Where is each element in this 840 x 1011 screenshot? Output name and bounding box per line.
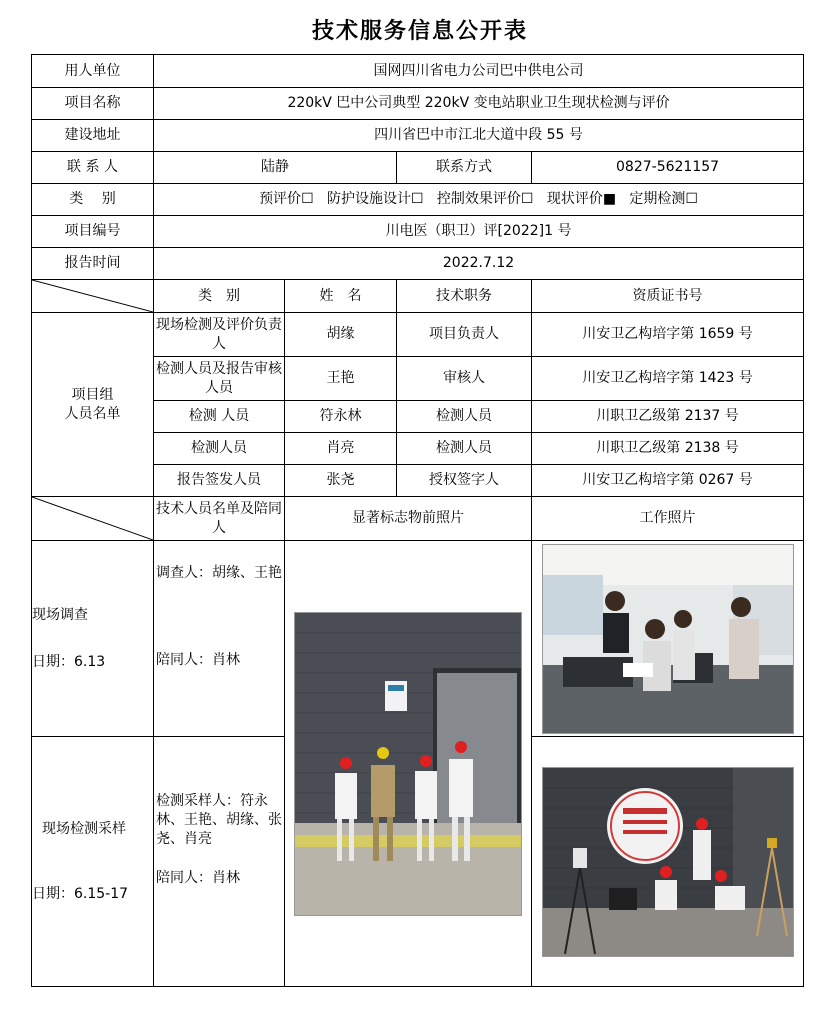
- work-photo-cell-2: [532, 737, 804, 987]
- row-address: [32, 120, 804, 152]
- work-photo-cell-1: [532, 541, 804, 737]
- landmark-photo: [294, 612, 522, 916]
- row-project-no: [32, 216, 804, 248]
- photos-header-staff: 技术人员名单及陪同人: [154, 497, 285, 541]
- info-table: [31, 54, 804, 987]
- photos-header-landmark: 显著标志物前照片: [285, 497, 532, 541]
- checkbox-checked-icon: ■: [602, 191, 617, 207]
- row-contact: [32, 152, 804, 184]
- survey-people-cell: [154, 541, 285, 737]
- diagonal-cell: [32, 280, 154, 313]
- contact-method-label: 联系方式: [397, 152, 532, 184]
- report-time-label: 报告时间: [32, 248, 154, 280]
- survey-label: 现场调查: [32, 606, 88, 623]
- checkbox-icon: ☐: [685, 191, 698, 207]
- sampling-date: 日期：6.15-17: [32, 885, 129, 902]
- survey-label-cell: [32, 541, 154, 737]
- contact-label: 联 系 人: [32, 152, 154, 184]
- photos-header-work: 工作照片: [532, 497, 804, 541]
- sampling-companion: 陪同人：肖林: [156, 870, 240, 886]
- member-title: 审核人: [397, 357, 532, 401]
- table-row: [32, 313, 804, 357]
- team-header-name: 姓 名: [285, 280, 397, 313]
- team-label: 项目组 人员名单: [32, 313, 154, 497]
- member-cert: 川职卫乙级第 2138 号: [532, 433, 804, 465]
- category-option-pre: 预评价☐: [259, 191, 314, 207]
- member-name: 胡缘: [285, 313, 397, 357]
- sampling-label-cell: [32, 737, 154, 987]
- member-title: 授权签字人: [397, 465, 532, 497]
- member-role: 现场检测及评价负责人: [154, 313, 285, 357]
- project-no-label: 项目编号: [32, 216, 154, 248]
- row-report-time: [32, 248, 804, 280]
- member-cert: 川安卫乙构培字第 1659 号: [532, 313, 804, 357]
- row-unit: [32, 55, 804, 88]
- member-role: 检测 人员: [154, 401, 285, 433]
- project-no-value: 川电医（职卫）评[2022]1 号: [154, 216, 804, 248]
- team-header-title: 技术职务: [397, 280, 532, 313]
- sampling-people-cell: [154, 737, 285, 987]
- row-project: [32, 88, 804, 120]
- unit-value: 国网四川省电力公司巴中供电公司: [154, 55, 804, 88]
- report-time-value: 2022.7.12: [154, 248, 804, 280]
- page-title: 技术服务信息公开表: [311, 19, 528, 44]
- member-title: 项目负责人: [397, 313, 532, 357]
- category-option-periodic: 定期检测☐: [629, 191, 698, 207]
- checkbox-icon: ☐: [301, 191, 314, 207]
- team-header-cert: 资质证书号: [532, 280, 804, 313]
- work-photo-survey: [542, 544, 794, 734]
- member-name: 张尧: [285, 465, 397, 497]
- sampling-label: 现场检测采样: [42, 820, 126, 837]
- category-label: 类 别: [32, 184, 154, 216]
- survey-companion: 陪同人：肖林: [156, 652, 240, 668]
- survey-date: 日期：6.13: [32, 653, 106, 670]
- category-option-design: 防护设施设计☐: [326, 191, 424, 207]
- landmark-photo-cell: [285, 541, 532, 987]
- member-name: 符永林: [285, 401, 397, 433]
- member-cert: 川职卫乙级第 2137 号: [532, 401, 804, 433]
- contact-method-value: 0827-5621157: [532, 152, 804, 184]
- member-role: 检测人员及报告审核人员: [154, 357, 285, 401]
- member-name: 王艳: [285, 357, 397, 401]
- project-value: 220kV 巴中公司典型 220kV 变电站职业卫生现状检测与评价: [154, 88, 804, 120]
- unit-label: 用人单位: [32, 55, 154, 88]
- survey-investigators: 调查人：胡缘、王艳: [156, 565, 282, 581]
- photos-header-row: [32, 497, 804, 541]
- work-photo-sampling: [542, 767, 794, 957]
- diagonal-cell: [32, 497, 154, 541]
- member-title: 检测人员: [397, 401, 532, 433]
- checkbox-icon: ☐: [520, 191, 534, 207]
- category-option-current: 现状评价■: [546, 191, 617, 207]
- address-value: 四川省巴中市江北大道中段 55 号: [154, 120, 804, 152]
- member-cert: 川安卫乙构培字第 1423 号: [532, 357, 804, 401]
- survey-row: [32, 541, 804, 737]
- category-options: [154, 184, 804, 216]
- category-option-effect: 控制效果评价☐: [436, 191, 534, 207]
- member-role: 报告签发人员: [154, 465, 285, 497]
- member-title: 检测人员: [397, 433, 532, 465]
- member-name: 肖亮: [285, 433, 397, 465]
- project-label: 项目名称: [32, 88, 154, 120]
- sampling-samplers: 检测采样人：符永林、王艳、胡缘、张尧、肖亮: [156, 793, 282, 847]
- member-role: 检测人员: [154, 433, 285, 465]
- member-cert: 川安卫乙构培字第 0267 号: [532, 465, 804, 497]
- address-label: 建设地址: [32, 120, 154, 152]
- checkbox-icon: ☐: [410, 191, 424, 207]
- team-header-row: [32, 280, 804, 313]
- contact-value: 陆静: [154, 152, 397, 184]
- team-header-role: 类 别: [154, 280, 285, 313]
- row-category: [32, 184, 804, 216]
